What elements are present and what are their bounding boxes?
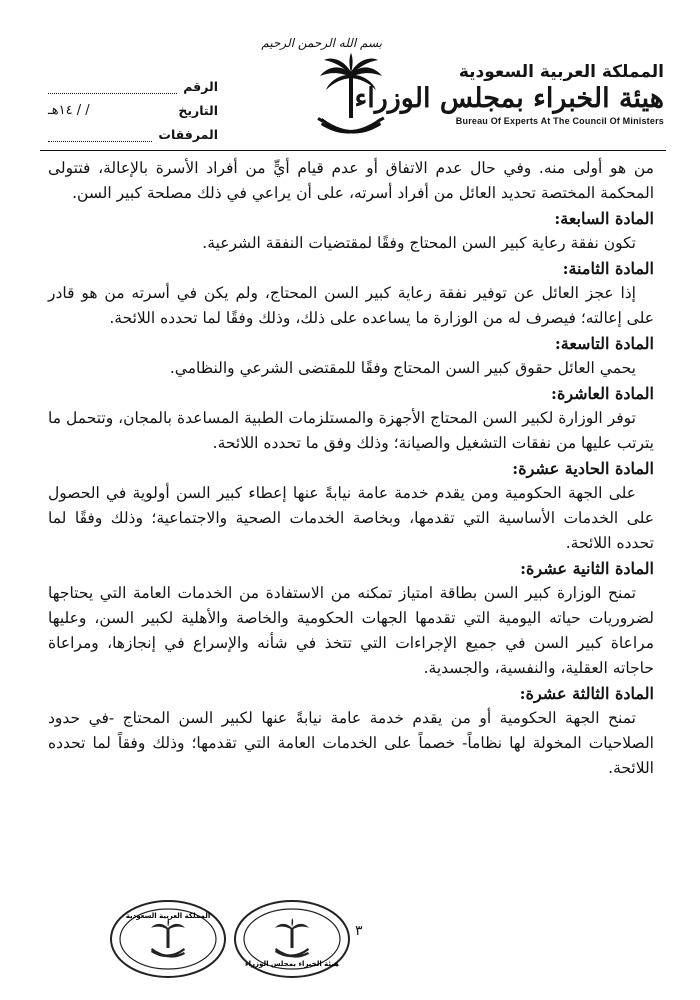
header-divider xyxy=(40,150,666,151)
page-number: ٣ xyxy=(355,923,363,939)
official-seal-right-icon xyxy=(232,898,352,980)
kingdom-name: المملكة العربية السعودية xyxy=(458,62,664,82)
article-8-title: المادة الثامنة: xyxy=(562,259,654,278)
article-7-text: تكون نفقة رعاية كبير السن المحتاج وفقًا لمقتضيات النفقة الشرعية. xyxy=(202,234,636,252)
article-13-title: المادة الثالثة عشرة: xyxy=(519,684,654,703)
seal-left-caption: المملكة العربية السعودية xyxy=(125,912,211,920)
seal-right-caption: هيئة الخبراء بمجلس الوزراء xyxy=(245,960,339,968)
intro-paragraph: من هو أولى منه. وفي حال عدم الاتفاق أو عدم قيام أيٍّ من أفراد الأسرة بالإعالة، فتتولى المحكمة المختصة تحديد العائل من أفراد أسرته، على أن يراعي في ذلك مصلحة كبير السن. xyxy=(48,159,654,202)
date-value: / / ١٤هـ xyxy=(48,103,90,118)
letterhead-org xyxy=(354,62,664,126)
attach-line xyxy=(48,127,152,142)
reference-block xyxy=(48,70,218,142)
ref-line xyxy=(48,79,177,94)
attach-label: المرفقات xyxy=(158,127,218,142)
bureau-name-ar: هيئة الخبراء بمجلس الوزراء xyxy=(354,83,664,114)
article-13-text: تمنح الجهة الحكومية أو من يقدم خدمة عامة نيابةً عنها لكبير السن المحتاج -في حدود الصلاحيات المخولة لها نظاماً- خصماً على الخدمات العامة التي تقدمها؛ وذلك وفقاً لما تحدده اللائحة. xyxy=(48,709,654,777)
article-10-title: المادة العاشرة: xyxy=(551,384,654,403)
article-9-text: يحمي العائل حقوق كبير السن المحتاج وفقًا للمقتضى الشرعي والنظامي. xyxy=(169,359,636,377)
document-body xyxy=(48,156,654,781)
article-11-text: على الجهة الحكومية ومن يقدم خدمة عامة نيابةً عنها إعطاء كبير السن أولوية في الحصول على الخدمات الأساسية التي تقدمها، وبخاصة الخدمات الصحية والاجتماعية؛ وذلك وفقًا لما تحدده اللائحة. xyxy=(48,484,654,552)
article-8-text: إذا عجز العائل عن توفير نفقة رعاية كبير السن المحتاج، ولم يكن في أسرته من هو قادر على إعالته؛ فيصرف له من الوزارة ما يساعده على ذلك، وذلك وفقًا لما تحدده اللائحة. xyxy=(48,284,654,327)
attach-row xyxy=(48,118,218,142)
ref-label: الرقم xyxy=(183,79,218,94)
ref-row xyxy=(48,70,218,94)
date-row xyxy=(48,94,218,118)
article-12-title: المادة الثانية عشرة: xyxy=(520,559,654,578)
bureau-name-en: Bureau Of Experts At The Council Of Ministers xyxy=(455,115,664,126)
official-seal-left-icon xyxy=(108,898,228,980)
article-9-title: المادة التاسعة: xyxy=(554,334,654,353)
basmala: بسم الله الرحمن الرحيم xyxy=(261,36,382,50)
article-10-text: توفر الوزارة لكبير السن المحتاج الأجهزة والمستلزمات الطبية المساعدة بالمجان، وتتحمل ما يترتب عليها من نفقات التشغيل والصيانة؛ وذلك وفق ما تحدده اللائحة. xyxy=(48,409,654,452)
article-12-text: تمنح الوزارة كبير السن بطاقة امتياز تمكنه من الاستفادة من الخدمات العامة التي يحتاجها لضروريات حياته اليومية التي تقدمها الجهات الحكومية والخاصة والأهلية لكبير السن، وعليها مراعاة كبير السن في جميع الإجراءات التي تتخذ في شأنه والإسراع في إنجازها، ومراعاة حاجاته العقلية، والنفسية، والجسدية. xyxy=(48,584,654,677)
article-11-title: المادة الحادية عشرة: xyxy=(512,459,654,478)
date-label: التاريخ xyxy=(178,103,218,118)
article-7-title: المادة السابعة: xyxy=(554,209,654,228)
